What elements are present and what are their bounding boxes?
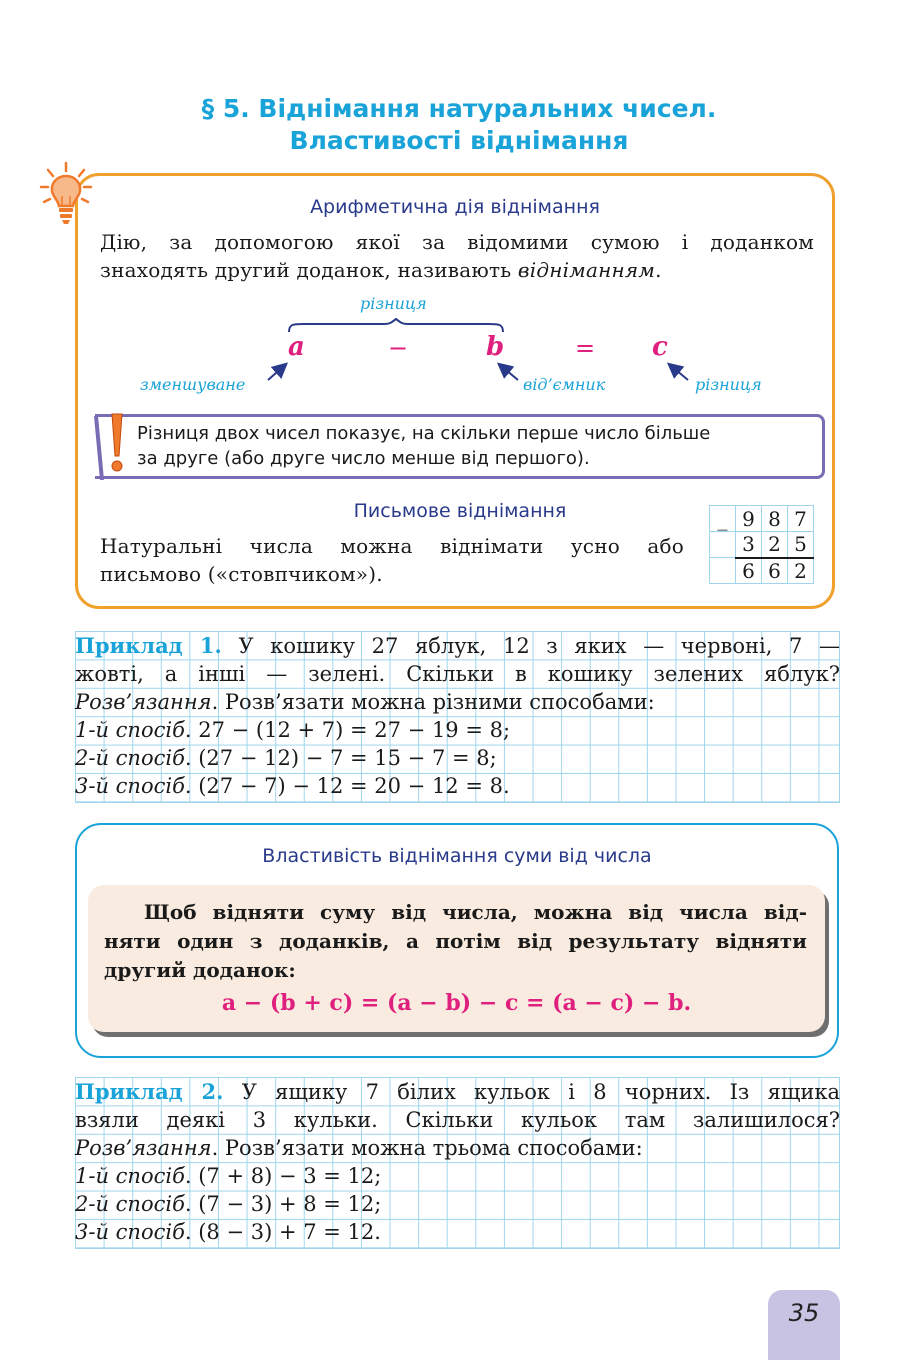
example2-solution-label: Розв’язання — [75, 1136, 212, 1160]
minuend-digit: 8 — [762, 506, 788, 532]
arith-heading: Арифметична дія віднімання — [310, 196, 600, 218]
example2-way-3 — [75, 1218, 840, 1246]
way-expression: . 27 − (12 + 7) = 27 − 19 = 8; — [184, 718, 511, 742]
difference-digit: 2 — [788, 558, 814, 584]
example1-solution — [75, 688, 840, 716]
title-line-1: § 5. Віднімання натуральних чисел. — [201, 94, 717, 123]
label-minuend: зменшуване — [140, 375, 246, 394]
example2-way-2 — [75, 1190, 840, 1218]
note-text — [137, 421, 827, 471]
way-label: 1-й спосіб — [75, 1164, 185, 1188]
example2-solution — [75, 1134, 840, 1162]
label-difference: різниця — [695, 375, 762, 394]
way-expression: . (7 + 8) − 3 = 12; — [184, 1164, 382, 1188]
written-line-2: письмово («стовпчиком»). — [100, 562, 383, 586]
property-heading: Властивість віднімання суми від числа — [262, 845, 652, 867]
formula-b: b — [486, 332, 505, 362]
formula-arrows — [0, 0, 918, 420]
minuend-digit: 9 — [736, 506, 762, 532]
way-label: 1-й спосіб — [75, 718, 185, 742]
example2-way-1 — [75, 1162, 840, 1190]
minuend-digit: 7 — [788, 506, 814, 532]
written-line-1: Натуральні числа можна віднімати усно або — [100, 534, 684, 558]
definition-plain: знаходять другий доданок, називають — [100, 258, 518, 282]
definition-term: відніманням — [517, 258, 656, 282]
example1-way-1 — [75, 716, 840, 744]
example1-text-1: У кошику 27 яблук, 12 з яких — червоні, 7 — — [221, 634, 840, 658]
subtrahend-digit: 2 — [762, 532, 788, 558]
rule-line-2: няти один з доданків, а потім від результату відняти — [104, 929, 807, 953]
example2-text-1: У ящику 7 білих кульок і 8 чорних. Із ящика — [223, 1080, 841, 1104]
way-expression: . (7 − 3) + 8 = 12; — [184, 1192, 382, 1216]
definition-line-1: Дію, за допомогою якої за відомими сумою і доданком — [100, 230, 814, 254]
exclamation-icon — [92, 408, 132, 483]
way-expression: . (27 − 7) − 12 = 20 − 12 = 8. — [184, 774, 510, 798]
rule-line-1: Щоб відняти суму від числа, можна від числа від- — [144, 900, 807, 924]
example1-label: Приклад 1. — [75, 633, 222, 658]
example1-way-3 — [75, 772, 840, 800]
example2-line-1 — [75, 1078, 840, 1106]
example1-way-2 — [75, 744, 840, 772]
way-expression: . (27 − 12) − 7 = 15 − 7 = 8; — [184, 746, 497, 770]
way-label: 3-й спосіб — [75, 774, 185, 798]
difference-digit: 6 — [736, 558, 762, 584]
difference-digit: 6 — [762, 558, 788, 584]
example1-solution-label: Розв’язання — [75, 690, 212, 714]
way-label: 2-й спосіб — [75, 746, 185, 770]
title-line-2: Властивості віднімання — [289, 126, 629, 155]
example2-label: Приклад 2. — [75, 1079, 224, 1104]
example2-solution-text: . Розв’язати можна трьома способами: — [211, 1136, 643, 1160]
empty-cell — [710, 532, 736, 558]
way-label: 3-й спосіб — [75, 1220, 185, 1244]
written-heading: Письмове віднімання — [353, 500, 567, 522]
page-number: 35 — [768, 1290, 840, 1360]
formula-a: a — [288, 332, 305, 362]
example1-line-1 — [75, 632, 840, 660]
note-line-1: Різниця двох чисел показує, на скільки перше число більше — [137, 423, 711, 444]
rule-text — [104, 898, 807, 985]
written-text — [100, 532, 684, 588]
way-label: 2-й спосіб — [75, 1192, 185, 1216]
subtrahend-digit: 5 — [788, 532, 814, 558]
brace-label: різниця — [360, 294, 427, 313]
definition-period: . — [655, 258, 662, 282]
example1-solution-text: . Розв’язати можна різними способами: — [211, 690, 655, 714]
label-subtrahend: від’ємник — [523, 375, 606, 394]
way-expression: . (8 − 3) + 7 = 12. — [184, 1220, 381, 1244]
formula-equals: = — [575, 334, 596, 362]
column-subtraction — [709, 505, 814, 584]
note-line-2: за друге (або друге число менше від першого). — [137, 448, 590, 469]
formula-c: c — [652, 332, 668, 362]
operator-cell: _ — [710, 506, 736, 532]
empty-cell — [710, 558, 736, 584]
rule-formula: a − (b + c) = (a − b) − c = (a − c) − b. — [221, 990, 692, 1016]
formula-minus: − — [388, 334, 409, 362]
example1-line-2: жовті, а інші — зелені. Скільки в кошику зелених яблук? — [75, 662, 840, 686]
rule-line-3: другий доданок: — [104, 958, 296, 982]
subtrahend-digit: 3 — [736, 532, 762, 558]
example2-line-2: взяли деякі 3 кульки. Скільки кульок там залишилося? — [75, 1108, 840, 1132]
